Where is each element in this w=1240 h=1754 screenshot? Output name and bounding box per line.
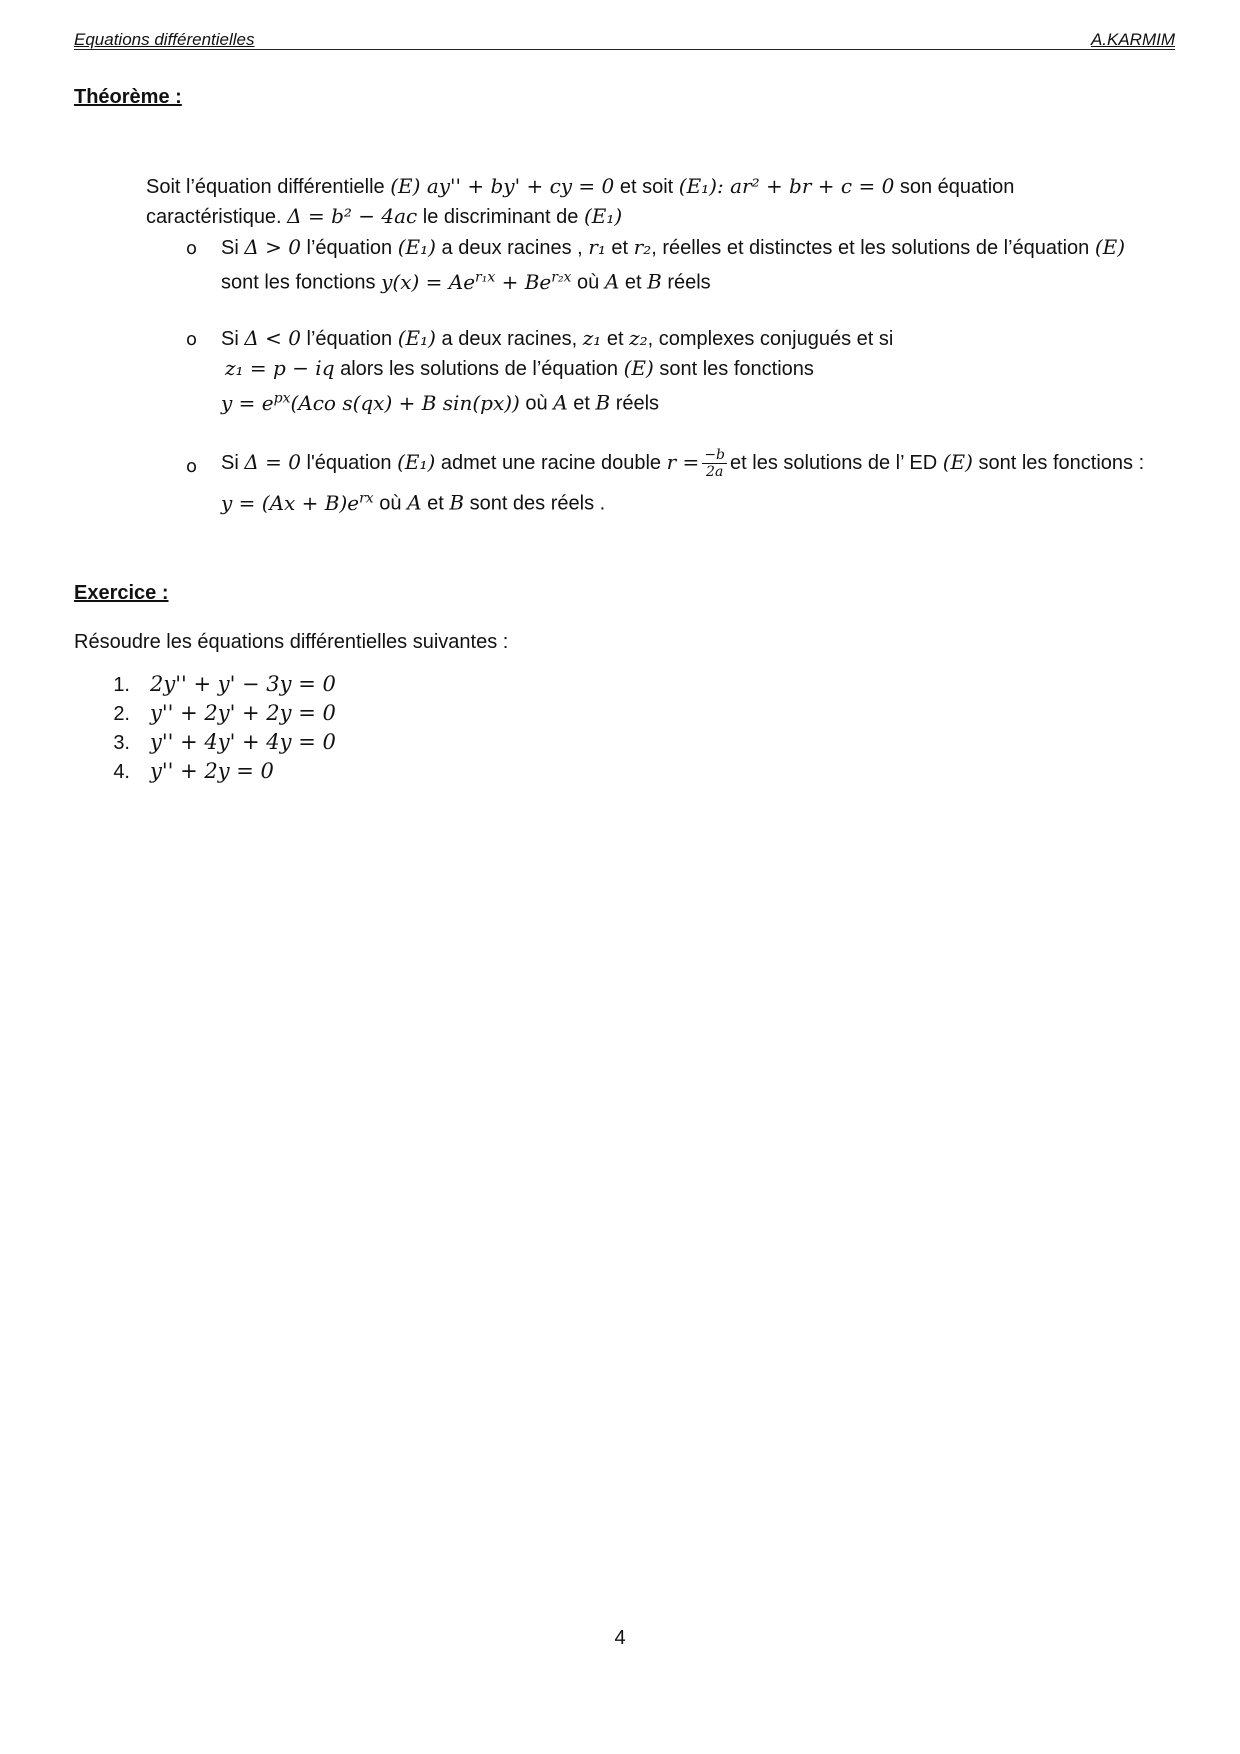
theorem-intro-line1 (146, 174, 1014, 199)
text: sont les fonctions : (972, 452, 1145, 474)
intro-text: son équation (894, 176, 1015, 198)
discriminant-formula: Δ = b² − 4ac (287, 204, 418, 228)
equation-e1: (E₁) (397, 326, 436, 350)
header-title: Equations différentielles (74, 30, 255, 49)
intro-text: le discriminant de (417, 206, 584, 228)
root-z2: z₂ (629, 326, 648, 350)
constant-b: B (449, 490, 465, 515)
equation-e1: (E₁) (397, 235, 436, 259)
intro-text: et soit (614, 176, 679, 198)
list-item-number: 2. (113, 703, 130, 725)
text: réels (661, 271, 711, 294)
text: et (421, 492, 450, 515)
text: et (567, 392, 596, 415)
text: et (601, 328, 630, 350)
theorem-title: Théorème : (74, 86, 182, 108)
condition: Δ < 0 (244, 326, 301, 350)
fraction (702, 447, 727, 480)
case1-line2 (221, 265, 711, 295)
header-rule (74, 49, 1175, 50)
text: , réelles et distinctes et les solutions de l’équation (651, 237, 1095, 259)
text: Si (221, 328, 245, 350)
case3-line1 (221, 442, 1144, 483)
case1-line1 (221, 235, 1125, 260)
text: sont des réels . (464, 492, 606, 515)
text: réels (610, 392, 660, 415)
equation-e1: (E₁) (583, 204, 623, 228)
text: où (571, 271, 605, 294)
z1-definition: z₁ = p − iq (225, 356, 335, 380)
case2-line3 (221, 386, 659, 416)
root-r1: r₁ (588, 235, 606, 259)
constant-b: B (595, 390, 611, 415)
text: Si (221, 452, 245, 474)
text: sont les fonctions (653, 358, 814, 380)
header-author: A.KARMIM (1090, 30, 1175, 49)
solution-formula: $y = (Ax + B)e^{rx}$ (221, 490, 374, 515)
list-item (100, 730, 336, 759)
text: l’équation (300, 237, 398, 259)
fraction-numerator: −b (704, 447, 726, 464)
list-item (100, 701, 336, 730)
equation-e: (E) (623, 356, 654, 380)
constant-a: A (407, 490, 422, 515)
intro-text: caractéristique. (146, 206, 288, 228)
list-item (100, 672, 336, 701)
case2-line1 (221, 326, 893, 351)
text: l'équation (300, 452, 398, 474)
list-item-number: 1. (113, 674, 130, 696)
solution-formula: $y(x) = Ae^{r_1x} + Be^{r_2x}$ (381, 269, 572, 294)
list-item (100, 759, 336, 788)
equation-e: (E) (942, 450, 973, 474)
solution-formula: $y = e^{px}(Aco$ s(qx) + B sin(px)) (221, 390, 520, 415)
list-item-equation: y'' + 4y' + 4y = 0 (150, 730, 336, 754)
text: et les solutions de l’ ED (730, 452, 943, 474)
list-item-number: 3. (113, 732, 130, 754)
equation-e: (E) ay'' + by' + cy = 0 (390, 174, 615, 198)
text: Si (221, 237, 245, 259)
bullet-icon: o (186, 456, 198, 477)
text: et (619, 271, 648, 294)
text: et (605, 237, 634, 259)
constant-b: B (647, 269, 662, 294)
text: a deux racines, (435, 328, 583, 350)
case3-line2 (221, 486, 605, 516)
text: , complexes conjugués et si (647, 328, 894, 350)
intro-text: Soit l’équation différentielle (146, 176, 391, 198)
text: où (519, 392, 554, 415)
case2-line2 (225, 356, 814, 381)
exercise-list (100, 672, 336, 788)
text: a deux racines , (435, 237, 589, 259)
text: admet une racine double (435, 452, 667, 474)
text: l’équation (300, 328, 398, 350)
root-r2: r₂ (633, 235, 652, 259)
double-root: r = (666, 450, 700, 474)
equation-e1: (E₁) (397, 450, 436, 474)
list-item-equation: 2y'' + y' − 3y = 0 (150, 672, 336, 696)
list-item-equation: y'' + 2y' + 2y = 0 (150, 701, 336, 725)
exercise-prompt: Résoudre les équations différentielles suivantes : (74, 631, 509, 653)
text: alors les solutions de l’équation (334, 358, 624, 380)
condition: Δ > 0 (244, 235, 301, 259)
constant-a: A (604, 269, 620, 294)
fraction-denominator: 2a (706, 464, 724, 481)
text: où (373, 492, 408, 515)
exercise-title: Exercice : (74, 582, 169, 604)
list-item-equation: y'' + 2y = 0 (150, 759, 274, 783)
equation-e: (E) (1094, 235, 1126, 259)
root-z1: z₁ (582, 326, 602, 350)
bullet-icon: o (186, 238, 198, 259)
text: sont les fonctions (221, 271, 382, 294)
condition: Δ = 0 (244, 450, 301, 474)
page-number: 4 (614, 1627, 626, 1649)
constant-a: A (553, 390, 568, 415)
characteristic-equation: (E₁): ar² + br + c = 0 (678, 174, 895, 198)
list-item-number: 4. (113, 761, 130, 783)
theorem-intro-line2 (146, 204, 622, 229)
bullet-icon: o (186, 329, 198, 350)
